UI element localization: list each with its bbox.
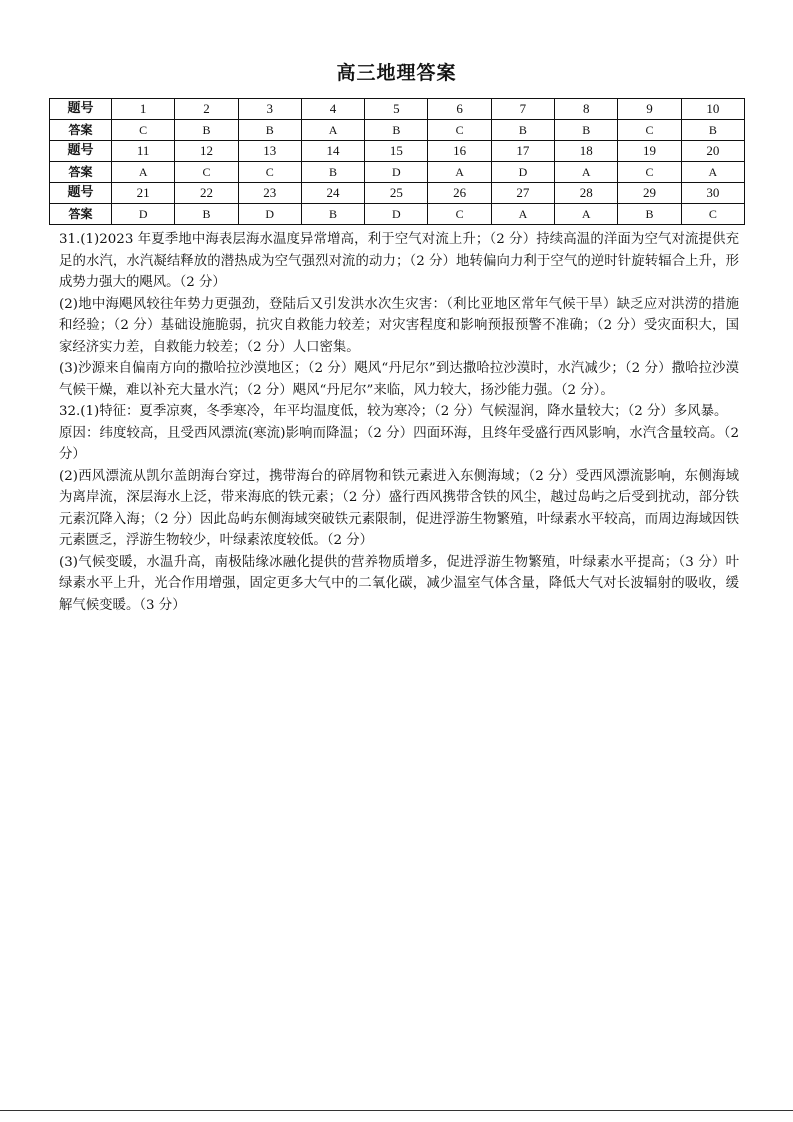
answer-row xyxy=(50,162,745,183)
paragraph-q31-part2: (2)地中海飓风较往年势力更强劲，登陆后又引发洪水次生灾害：（利比亚地区常年气候干旱）缺乏应对洪涝的措施和经验；（2 分）基础设施脆弱，抗灾自救能力较差；对灾害程度和影响预报预警不准确；（2 分）受灾面积大，国家经济实力差，自救能力较差；（2 分）人口密集。 xyxy=(59,296,739,355)
paragraph-q32-part2: (2)西风漂流从凯尔盖朗海台穿过，携带海台的碎屑物和铁元素进入东侧海域；（2 分）受西风漂流影响，东侧海域为离岸流，深层海水上泛，带来海底的铁元素；（2 分）盛行西风携带含铁的风尘，越过岛屿之后受到扰动，部分铁元素沉降入海；（2 分）因此岛屿东侧海域突破铁元素限制，促进浮游生物繁殖，叶绿素水平较高，而周边海域因铁元素匮乏，浮游生物较少，叶绿素浓度较低。（2 分） xyxy=(59,468,739,548)
question-number-cell: 28 xyxy=(555,183,618,204)
answer-cell: B xyxy=(681,120,744,141)
answer-cell: C xyxy=(681,204,744,225)
answer-cell: B xyxy=(301,204,364,225)
question-number-cell: 3 xyxy=(238,99,301,120)
paragraph-q32-part3: (3)气候变暖，水温升高，南极陆缘冰融化提供的营养物质增多，促进浮游生物繁殖，叶绿素水平提高；（3 分）叶绿素水平上升，光合作用增强，固定更多大气中的二氧化碳，减少温室气体含量，降低大气对长波辐射的吸收，缓解气候变暖。（3 分） xyxy=(59,554,739,613)
question-number-cell: 8 xyxy=(555,99,618,120)
question-number-cell: 1 xyxy=(112,99,175,120)
question-number-label: 题号 xyxy=(50,183,112,204)
question-number-cell: 12 xyxy=(175,141,238,162)
answer-explanations xyxy=(59,229,739,616)
question-number-cell: 10 xyxy=(681,99,744,120)
answer-cell: B xyxy=(175,204,238,225)
answer-label: 答案 xyxy=(50,204,112,225)
answer-cell: D xyxy=(491,162,554,183)
bottom-divider xyxy=(0,1110,793,1111)
answer-cell: A xyxy=(555,162,618,183)
question-number-cell: 26 xyxy=(428,183,491,204)
answer-label: 答案 xyxy=(50,162,112,183)
answer-label: 答案 xyxy=(50,120,112,141)
question-number-cell: 5 xyxy=(365,99,428,120)
answer-cell: C xyxy=(618,162,681,183)
question-number-cell: 22 xyxy=(175,183,238,204)
question-number-cell: 21 xyxy=(112,183,175,204)
answer-cell: A xyxy=(301,120,364,141)
question-number-row xyxy=(50,141,745,162)
question-number-cell: 17 xyxy=(491,141,554,162)
question-number-cell: 24 xyxy=(301,183,364,204)
answer-cell: C xyxy=(428,120,491,141)
question-number-cell: 6 xyxy=(428,99,491,120)
paragraph-q32-part1-features: 32.(1)特征：夏季凉爽，冬季寒冷，年平均温度低，较为寒冷；（2 分）气候湿润，降水量较大；（2 分）多风暴。 xyxy=(59,404,728,419)
question-number-cell: 27 xyxy=(491,183,554,204)
answer-cell: B xyxy=(555,120,618,141)
answer-cell: A xyxy=(428,162,491,183)
answer-cell: C xyxy=(238,162,301,183)
answer-cell: D xyxy=(365,204,428,225)
answer-cell: B xyxy=(618,204,681,225)
paragraph-q32-part1-reasons: 原因：纬度较高，且受西风漂流(寒流)影响而降温；（2 分）四面环海，且终年受盛行西风影响，水汽含量较高。（2 分） xyxy=(59,425,739,462)
question-number-cell: 30 xyxy=(681,183,744,204)
answer-cell: A xyxy=(491,204,554,225)
answer-cell: B xyxy=(365,120,428,141)
answer-cell: B xyxy=(301,162,364,183)
answer-cell: C xyxy=(112,120,175,141)
question-number-cell: 20 xyxy=(681,141,744,162)
question-number-cell: 23 xyxy=(238,183,301,204)
answer-cell: D xyxy=(238,204,301,225)
question-number-cell: 14 xyxy=(301,141,364,162)
question-number-label: 题号 xyxy=(50,99,112,120)
page-title: 高三地理答案 xyxy=(336,62,457,84)
question-number-cell: 13 xyxy=(238,141,301,162)
answer-row xyxy=(50,204,745,225)
question-number-cell: 11 xyxy=(112,141,175,162)
answer-cell: A xyxy=(681,162,744,183)
question-number-cell: 25 xyxy=(365,183,428,204)
answer-cell: C xyxy=(175,162,238,183)
answer-cell: A xyxy=(555,204,618,225)
answer-table xyxy=(49,98,745,225)
question-number-label: 题号 xyxy=(50,141,112,162)
question-number-cell: 2 xyxy=(175,99,238,120)
question-number-cell: 15 xyxy=(365,141,428,162)
question-number-row xyxy=(50,99,745,120)
question-number-cell: 4 xyxy=(301,99,364,120)
answer-cell: D xyxy=(112,204,175,225)
answer-cell: B xyxy=(491,120,554,141)
answer-cell: B xyxy=(238,120,301,141)
answer-cell: C xyxy=(428,204,491,225)
paragraph-q31-part3: (3)沙源来自偏南方向的撒哈拉沙漠地区；（2 分）飓风“丹尼尔”到达撒哈拉沙漠时，水汽减少；（2 分）撒哈拉沙漠气候干燥，难以补充大量水汽；（2 分）飓风“丹尼尔”来临，风力较大，扬沙能力强。（2 分）。 xyxy=(59,361,739,398)
answer-cell: D xyxy=(365,162,428,183)
question-number-cell: 9 xyxy=(618,99,681,120)
question-number-cell: 18 xyxy=(555,141,618,162)
answer-cell: B xyxy=(175,120,238,141)
question-number-cell: 16 xyxy=(428,141,491,162)
paragraph-q31-part1: 31.(1)2023 年夏季地中海表层海水温度异常增高，利于空气对流上升；（2 分）持续高温的洋面为空气对流提供充足的水汽，水汽凝结释放的潜热成为空气强烈对流的动力；（2 分）地转偏向力利于空气的逆时针旋转辐合上升，形成势力强大的飓风。（2 分） xyxy=(59,232,739,290)
question-number-row xyxy=(50,183,745,204)
question-number-cell: 7 xyxy=(491,99,554,120)
question-number-cell: 19 xyxy=(618,141,681,162)
answer-cell: A xyxy=(112,162,175,183)
answer-cell: C xyxy=(618,120,681,141)
question-number-cell: 29 xyxy=(618,183,681,204)
answer-row xyxy=(50,120,745,141)
